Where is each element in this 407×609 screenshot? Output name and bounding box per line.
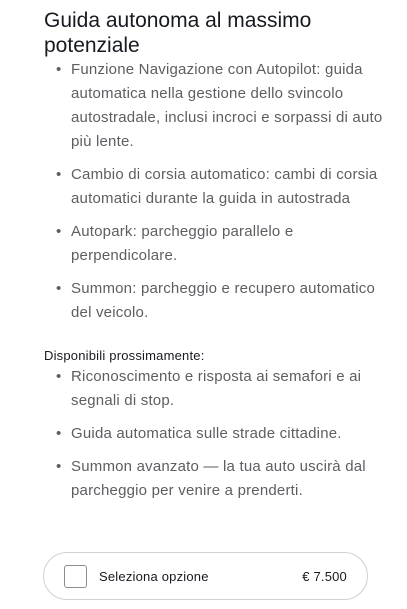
bullet-icon: • <box>56 458 62 475</box>
bullet-icon: • <box>56 368 62 385</box>
coming-soon-heading: Disponibili prossimamente: <box>44 348 205 363</box>
feature-section <box>44 8 384 503</box>
feature-text: Guida automatica sulle strade cittadine. <box>71 425 342 442</box>
coming-soon-list <box>44 365 384 503</box>
list-item <box>44 58 384 154</box>
bullet-icon: • <box>56 61 62 78</box>
feature-text: Cambio di corsia automatico: cambi di corsia automatici durante la guida in autostrada <box>71 166 378 207</box>
feature-text: Funzione Navigazione con Autopilot: guida automatica nella gestione dello svincolo autostradale, inclusi incroci e sorpassi di auto più lente. <box>71 61 383 150</box>
option-label: Seleziona opzione <box>99 569 209 584</box>
select-option-button[interactable] <box>43 552 368 600</box>
bullet-icon: • <box>56 280 62 297</box>
feature-list <box>44 58 384 325</box>
option-price: € 7.500 <box>302 569 347 584</box>
bullet-icon: • <box>56 223 62 240</box>
option-checkbox[interactable] <box>64 565 87 588</box>
feature-text: Summon avanzato — la tua auto uscirà dal parcheggio per venire a prenderti. <box>71 458 366 499</box>
list-item <box>44 455 384 503</box>
list-item <box>44 163 384 211</box>
feature-text: Autopark: parcheggio parallelo e perpendicolare. <box>71 223 294 264</box>
list-item <box>44 365 384 413</box>
list-item <box>44 220 384 268</box>
section-title: Guida autonoma al massimo potenziale <box>44 9 312 57</box>
feature-text: Riconoscimento e risposta ai semafori e ai segnali di stop. <box>71 368 362 409</box>
list-item <box>44 422 384 446</box>
feature-text: Summon: parcheggio e recupero automatico del veicolo. <box>71 280 376 321</box>
bullet-icon: • <box>56 166 62 183</box>
list-item <box>44 277 384 325</box>
bullet-icon: • <box>56 425 62 442</box>
